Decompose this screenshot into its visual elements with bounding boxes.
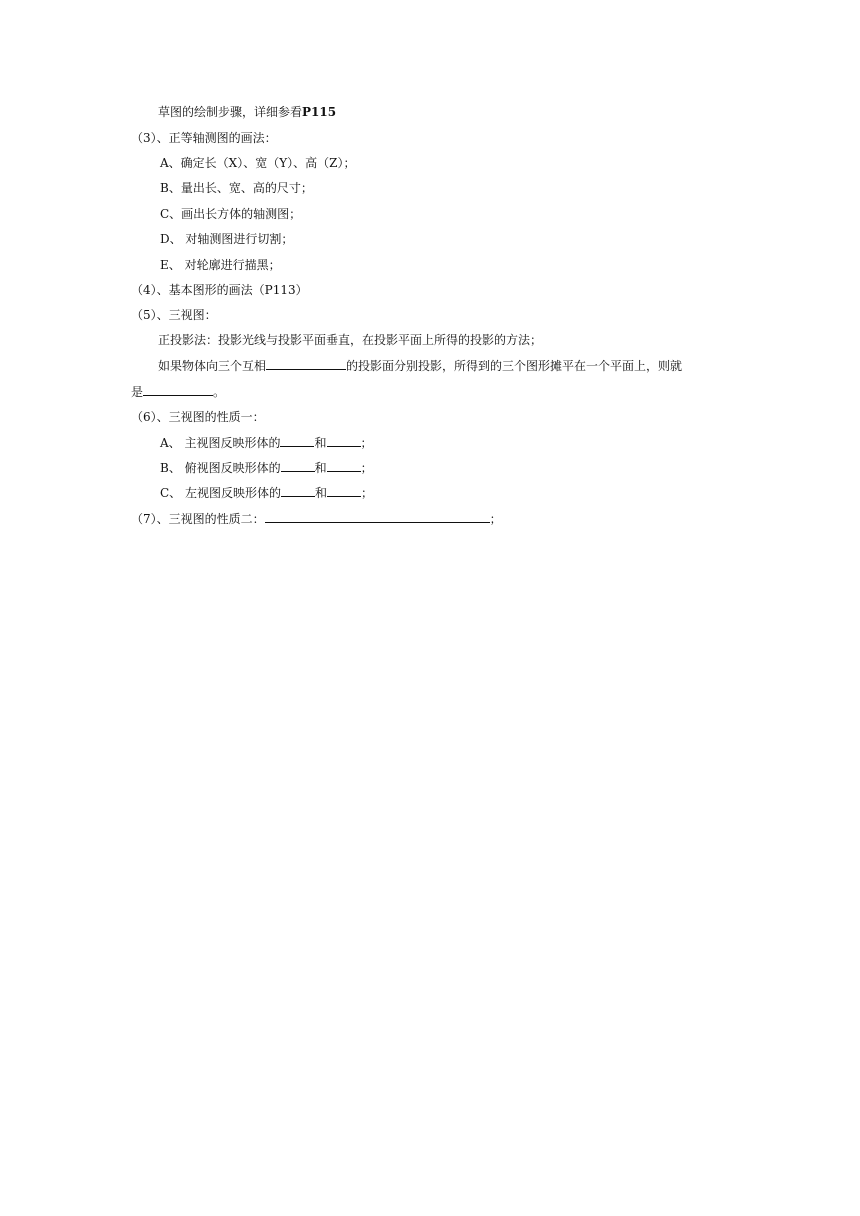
three-view-paragraph-line-2 (131, 383, 225, 399)
section-7-heading (131, 510, 502, 526)
three-view-text-part-3: 是 (131, 385, 144, 399)
property-c-text: C、 左视图反映形体的 (160, 486, 281, 500)
fill-in-blank (281, 459, 315, 472)
property-b (160, 459, 373, 475)
sketch-steps-text: 草图的绘制步骤，详细参看 (158, 105, 303, 119)
three-view-text-part-4: 。 (213, 385, 226, 399)
three-view-text-part-2: 的投影面分别投影，所得到的三个图形摊平在一个平面上，则就 (346, 359, 683, 373)
property-b-end: ； (360, 461, 373, 475)
step-c: C、画出长方体的轴测图； (160, 207, 302, 221)
fill-in-blank (266, 357, 346, 370)
property-a (160, 434, 373, 450)
section-7-end: ； (489, 512, 502, 526)
step-a: A、确定长（X）、宽（Y）、高（Z）； (160, 156, 356, 170)
property-b-and: 和 (314, 461, 327, 475)
section-7-text: （7）、三视图的性质二： (131, 512, 265, 526)
property-c (160, 484, 373, 500)
step-d: D、 对轴测图进行切割； (160, 232, 294, 246)
page-reference-p115: P115 (302, 105, 337, 119)
section-4-heading: （4）、基本图形的画法（P113） (131, 283, 308, 297)
property-c-and: 和 (315, 486, 328, 500)
fill-in-blank (280, 434, 314, 447)
fill-in-blank (327, 459, 361, 472)
fill-in-blank (327, 434, 361, 447)
fill-in-blank (281, 484, 315, 497)
three-view-text-part-1: 如果物体向三个互相 (158, 359, 267, 373)
section-5-heading: （5）、三视图： (131, 308, 217, 322)
step-e: E、 对轮廓进行描黑； (160, 258, 281, 272)
sketch-steps-line (158, 104, 336, 120)
property-a-and: 和 (314, 436, 327, 450)
property-b-text: B、 俯视图反映形体的 (160, 461, 281, 475)
fill-in-blank (327, 484, 361, 497)
orthographic-projection-definition: 正投影法：投影光线与投影平面垂直，在投影平面上所得的投影的方法； (158, 333, 543, 347)
fill-in-blank (143, 383, 213, 396)
property-a-text: A、 主视图反映形体的 (160, 436, 281, 450)
three-view-paragraph-line-1 (158, 357, 682, 373)
section-3-heading: （3）、正等轴测图的画法： (131, 131, 277, 145)
section-6-heading: （6）、三视图的性质一： (131, 410, 265, 424)
step-b: B、量出长、宽、高的尺寸； (160, 181, 313, 195)
property-a-end: ； (360, 436, 373, 450)
fill-in-blank (265, 510, 490, 523)
property-c-end: ； (361, 486, 374, 500)
